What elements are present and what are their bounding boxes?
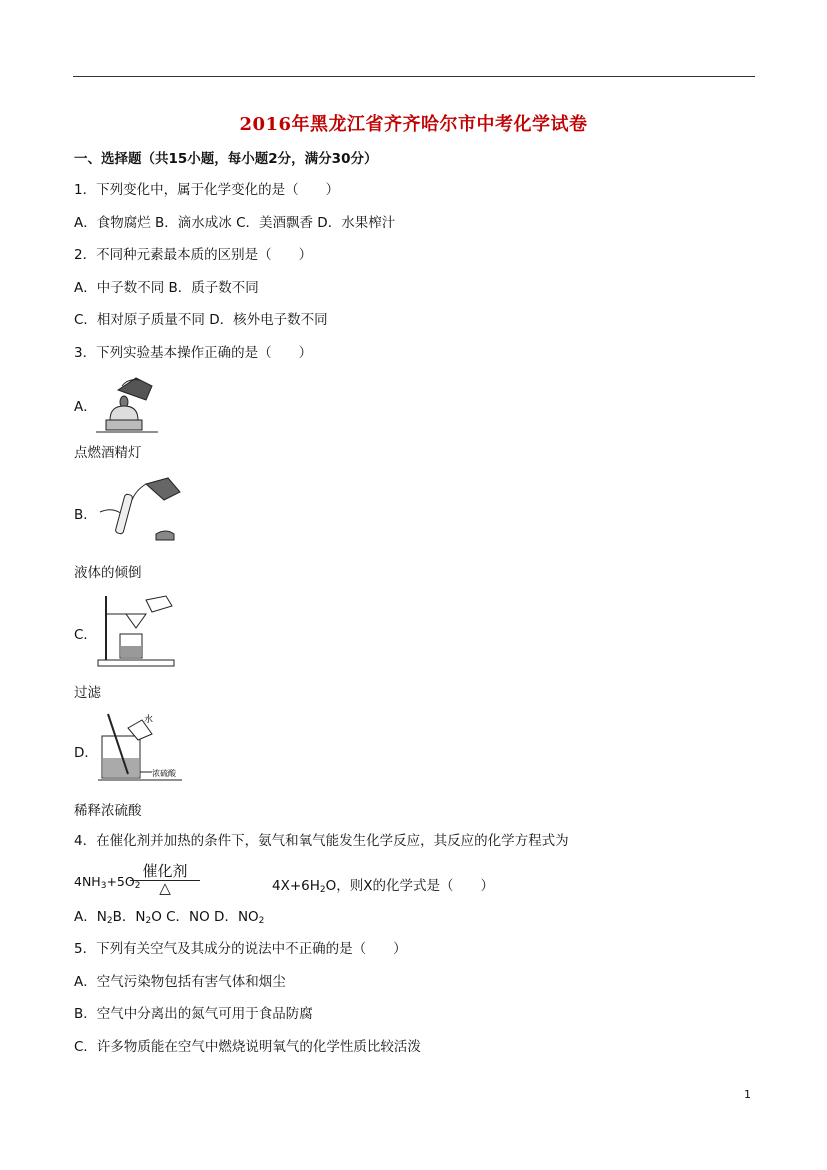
question-5-option-c: C．许多物质能在空气中燃烧说明氧气的化学性质比较活泼: [74, 1039, 421, 1055]
option-d-label: D．: [74, 745, 98, 761]
dilute-acid-figure: [96, 710, 186, 786]
heat-symbol: △: [159, 879, 171, 897]
alcohol-lamp-figure: [96, 372, 160, 434]
option-a-caption: 点燃酒精灯: [74, 445, 142, 461]
question-5: 5．下列有关空气及其成分的说法中不正确的是（ ）: [74, 941, 407, 957]
option-d-caption: 稀释浓硫酸: [74, 803, 142, 819]
option-b-caption: 液体的倾倒: [74, 565, 142, 581]
equation-products: $4X+6H_2O$，则X的化学式是（ ）: [272, 878, 494, 895]
reaction-condition: [130, 860, 200, 900]
header-rule: [73, 76, 755, 77]
question-2: 2．不同种元素最本质的区别是（ ）: [74, 247, 313, 263]
equation-reactants: $4NH_3+5O_2$: [74, 874, 141, 891]
water-label: 水: [144, 715, 154, 725]
question-1: 1．下列变化中，属于化学变化的是（ ）: [74, 182, 340, 198]
pour-liquid-figure: [96, 474, 188, 546]
acid-label: 浓硫酸: [152, 769, 176, 778]
option-a-label: A．: [74, 399, 97, 415]
filtration-figure: [96, 594, 180, 668]
page-number: 1: [744, 1088, 751, 1101]
question-2-options-ab: A．中子数不同 B．质子数不同: [74, 280, 259, 296]
question-5-option-b: B．空气中分离出的氮气可用于食品防腐: [74, 1006, 313, 1022]
option-b-label: B．: [74, 507, 97, 523]
question-1-options: A．食物腐烂 B．滴水成冰 C．美酒飘香 D．水果榨汁: [74, 215, 396, 231]
question-3: 3．下列实验基本操作正确的是（ ）: [74, 345, 313, 361]
question-4-options: A．$N_2B$．$N_2O$ C．NO D．$NO_2$: [74, 909, 265, 926]
question-2-options-cd: C．相对原子质量不同 D．核外电子数不同: [74, 312, 328, 328]
option-c-label: C．: [74, 627, 97, 643]
question-4: 4．在催化剂并加热的条件下，氨气和氧气能发生化学反应，其反应的化学方程式为: [74, 833, 569, 849]
question-5-option-a: A．空气污染物包括有害气体和烟尘: [74, 974, 286, 990]
chemical-equation: [74, 862, 574, 906]
page-title: 2016年黑龙江省齐齐哈尔市中考化学试卷: [239, 114, 588, 135]
section-heading: 一、选择题（共15小题，每小题2分，满分30分）: [74, 151, 378, 167]
option-c-caption: 过滤: [74, 685, 101, 701]
catalyst-label: 催化剂: [142, 862, 188, 880]
